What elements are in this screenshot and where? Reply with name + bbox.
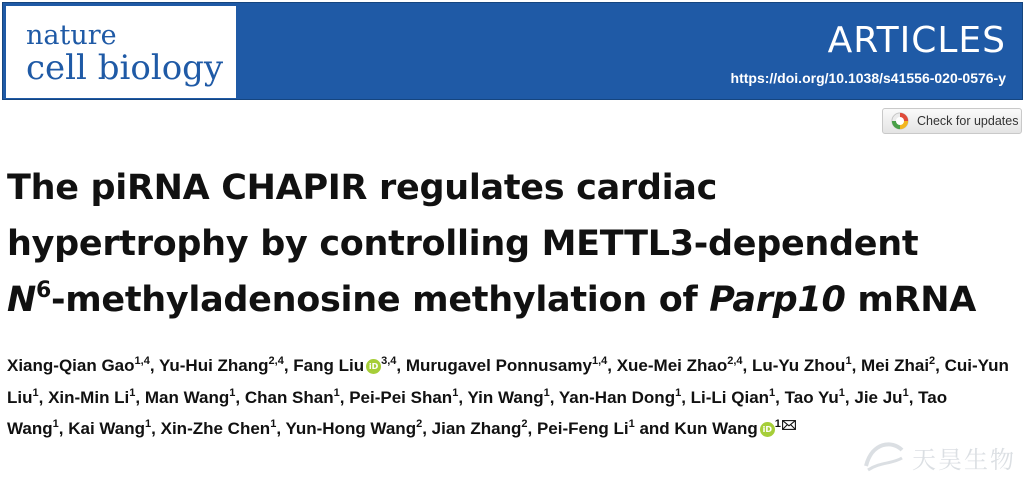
author-separator: and: [634, 419, 675, 438]
author-name[interactable]: Mei Zhai: [861, 356, 930, 375]
journal-logo-line1: nature: [26, 20, 117, 51]
watermark-text: 天昊生物: [912, 446, 1016, 474]
author-affiliation: 2: [929, 355, 936, 367]
author-separator: ,: [458, 387, 468, 407]
author-separator: ,: [235, 387, 245, 407]
author-affiliation: 3,4: [381, 355, 397, 367]
author-affiliation: 1: [628, 418, 635, 430]
check-for-updates-icon: [891, 112, 909, 130]
author-separator: ,: [422, 419, 432, 438]
author-separator: ,: [396, 356, 406, 375]
author-affiliation: 1: [229, 386, 236, 399]
author-affiliation: 1,4: [591, 355, 608, 367]
author-name[interactable]: Fang Liu: [293, 356, 365, 375]
author-name[interactable]: Cui-Yun Liu: [7, 356, 1009, 407]
article-title: [7, 160, 1022, 328]
author-affiliation: 2: [416, 418, 423, 430]
title-n-symbol: N: [7, 280, 36, 320]
author-affiliation: 1: [32, 386, 39, 399]
author-name[interactable]: Yun-Hong Wang: [285, 419, 417, 438]
author-separator: ,: [681, 387, 691, 407]
author-affiliation: 1: [333, 386, 340, 399]
author-name[interactable]: Yu-Hui Zhang: [158, 356, 269, 375]
doi-link[interactable]: https://doi.org/10.1038/s41556-020-0576-y: [730, 70, 1006, 86]
journal-logo[interactable]: [6, 6, 236, 98]
journal-logo-line2: cell biology: [26, 48, 224, 88]
author-affiliation: 1,4: [134, 355, 150, 367]
author-affiliation: 1: [774, 418, 781, 430]
author-separator: ,: [135, 387, 145, 407]
author-affiliation: 1: [675, 386, 682, 399]
author-name[interactable]: Yin Wang: [467, 387, 544, 407]
author-separator: ,: [908, 387, 919, 407]
author-name[interactable]: Kun Wang: [674, 419, 758, 438]
author-affiliation: 1: [52, 418, 59, 430]
author-separator: ,: [775, 387, 785, 407]
author-name[interactable]: Xiang-Qian Gao: [7, 356, 135, 375]
author-name[interactable]: Pei-Feng Li: [536, 419, 629, 438]
author-separator: ,: [935, 356, 945, 375]
author-separator: ,: [276, 419, 286, 438]
check-for-updates-label: Check for updates: [917, 114, 1019, 128]
author-affiliation: 1: [902, 386, 909, 399]
author-affiliation: 2: [521, 418, 528, 430]
title-gene-name: Parp10: [709, 280, 846, 320]
title-line-3-text: -methyladenosine methylation of: [51, 280, 710, 320]
author-name[interactable]: Jian Zhang: [431, 419, 522, 438]
check-for-updates-button[interactable]: [882, 108, 1022, 134]
author-separator: ,: [527, 419, 537, 438]
title-superscript: 6: [36, 278, 52, 303]
author-name[interactable]: Li-Li Qian: [690, 387, 770, 407]
author-name[interactable]: Kai Wang: [68, 419, 146, 438]
title-line-1: The piRNA CHAPIR regulates cardiac: [7, 168, 718, 208]
author-separator: ,: [549, 387, 559, 407]
watermark-logo-icon: [862, 436, 906, 476]
author-name[interactable]: Pei-Pei Shan: [349, 387, 453, 407]
author-affiliation: 1: [769, 386, 776, 399]
author-name[interactable]: Xin-Zhe Chen: [160, 419, 271, 438]
author-affiliation: 1: [270, 418, 277, 430]
orcid-icon[interactable]: iD: [760, 422, 775, 437]
author-affiliation: 1: [838, 386, 845, 399]
author-affiliation: 1: [845, 355, 852, 367]
section-label: ARTICLES: [827, 20, 1006, 61]
author-separator: ,: [607, 356, 617, 375]
author-separator: ,: [339, 387, 350, 407]
author-affiliation: 2,4: [727, 355, 743, 367]
author-separator: ,: [283, 356, 294, 375]
author-name[interactable]: Murugavel Ponnusamy: [405, 356, 592, 375]
author-name[interactable]: Xin-Min Li: [48, 387, 130, 407]
author-separator: ,: [844, 387, 855, 407]
author-name[interactable]: Yan-Han Dong: [558, 387, 676, 407]
author-separator: ,: [38, 387, 49, 407]
author-name[interactable]: Man Wang: [144, 387, 230, 407]
orcid-icon[interactable]: iD: [366, 359, 381, 374]
author-name[interactable]: Jie Ju: [854, 387, 903, 407]
author-separator: ,: [151, 419, 161, 438]
author-name[interactable]: Tao Wang: [7, 387, 948, 438]
title-line-2: hypertrophy by controlling METTL3-dependent: [7, 224, 919, 264]
author-affiliation: 1: [452, 386, 459, 399]
author-affiliation: 2,4: [268, 355, 284, 367]
title-line-3-end: mRNA: [845, 280, 977, 320]
author-affiliation: 1: [145, 418, 152, 430]
author-affiliation: 1: [543, 386, 550, 399]
author-separator: ,: [58, 419, 69, 438]
watermark: [862, 436, 1022, 476]
author-name[interactable]: Lu-Yu Zhou: [751, 356, 846, 375]
author-name[interactable]: Chan Shan: [244, 387, 334, 407]
author-separator: ,: [149, 356, 159, 375]
author-name[interactable]: Xue-Mei Zhao: [616, 356, 728, 375]
author-separator: ,: [742, 356, 752, 375]
author-affiliation: 1: [129, 386, 136, 399]
journal-header-banner: [2, 2, 1023, 100]
author-separator: ,: [851, 356, 862, 375]
author-list: [7, 350, 1022, 445]
author-name[interactable]: Tao Yu: [784, 387, 839, 407]
envelope-icon[interactable]: [782, 420, 796, 430]
